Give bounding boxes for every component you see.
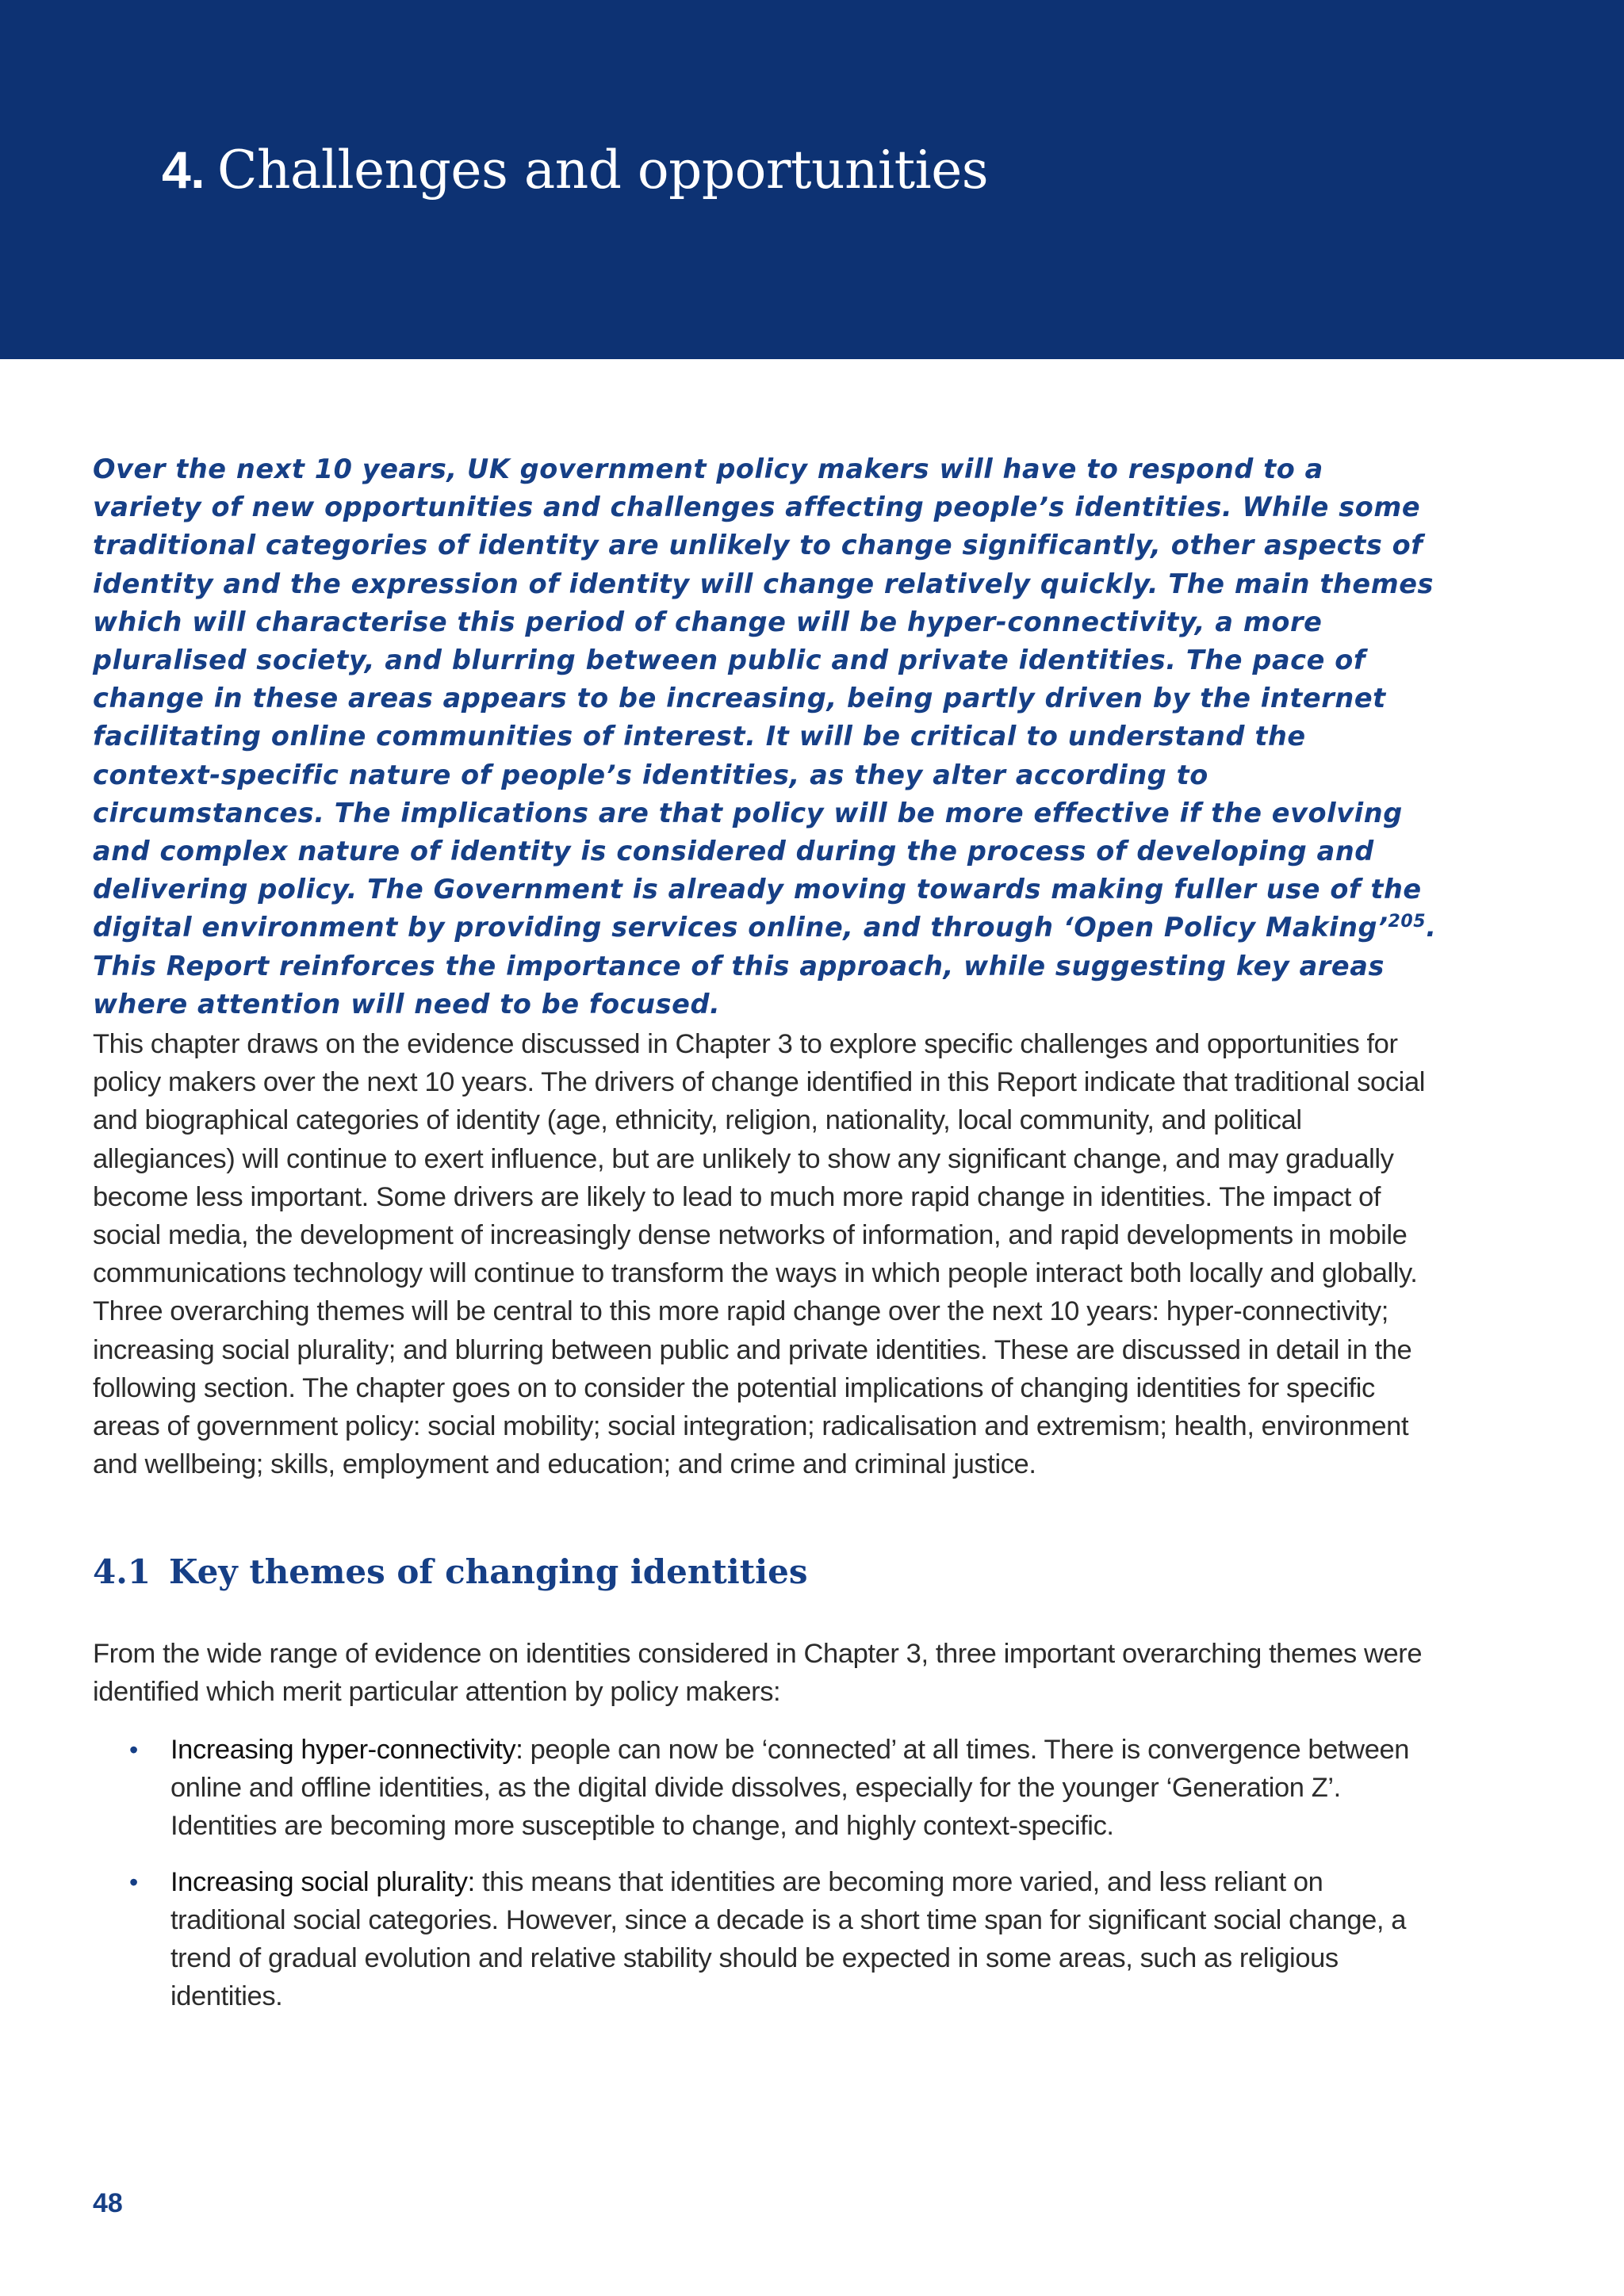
section-lead-in: From the wide range of evidence on identities considered in Chapter 3, three important overarching themes were identified which merit particular attention by policy makers: — [93, 1639, 1423, 1708]
bullet-icon: • — [129, 1867, 138, 1896]
list-item — [93, 1863, 1441, 2016]
chapter-summary-text: Over the next 10 years, UK government policy makers will have to respond to a variety of new opportunities and challenges affecting people’s identities. While some traditional categories of identity are unlikely to change significantly, other aspects of identity and the expression of identity will change relatively quickly. The main themes which will characterise this period of change will be hyper-connectivity, a more pluralised society, and blurring between public and private identities. The pace of change in these areas appears to be increasing, being partly driven by the internet facilitating online communities of interest. It will be critical to understand the context-specific nature of people’s identities, as they alter according to circumstances. The implications are that policy will be more effective if the evolving and complex nature of identity is considered during the process of developing and delivering policy. The Government is already moving towards making fuller use of the digital environment by providing services online, and through ‘Open Policy Making’ — [93, 453, 1434, 943]
list-item-term: Increasing hyper-connectivity: — [170, 1735, 523, 1765]
chapter-summary — [93, 450, 1441, 1024]
bullet-icon: • — [129, 1735, 138, 1764]
chapter-number: 4. — [162, 140, 205, 199]
list-item-text: people can now be ‘connected’ at all times. There is convergence between online and offline identities, as the digital divide dissolves, especially for the younger ‘Generation Z’. Identities are becoming more susceptible to change, and highly context-specific. — [170, 1735, 1410, 1842]
list-item-term: Increasing social plurality: — [170, 1866, 475, 1897]
section-number: 4.1 — [93, 1552, 151, 1591]
footnote-reference[interactable]: 205 — [1388, 912, 1427, 932]
intro-paragraph: This chapter draws on the evidence discussed in Chapter 3 to explore specific challenges and opportunities for policy makers over the next 10 years. The drivers of change identified in this Report indicate that traditional social and biographical categories of identity (age, ethnicity, religion, nationality, local community, and political allegiances) will continue to exert influence, but are unlikely to show any significant change, and may gradually become less important. Some drivers are likely to lead to much more rapid change in identities. The impact of social media, the development of increasingly dense networks of information, and rapid developments in mobile communications technology will continue to transform the ways in which people interact both locally and globally. Three overarching themes will be central to this more rapid change over the next 10 years: hyper-connectivity; increasing social plurality; and blurring between public and private identities. These are discussed in detail in the following section. The chapter goes on to consider the potential implications of changing identities for specific areas of government policy: social mobility; social integration; radicalisation and extremism; health, environment and wellbeing; skills, employment and education; and crime and criminal justice. — [93, 1029, 1425, 1480]
themes-list — [93, 1731, 1441, 2033]
chapter-title-text: Challenges and opportunities — [217, 140, 989, 201]
page-number: 48 — [93, 2188, 123, 2218]
list-item — [93, 1731, 1441, 1846]
chapter-title — [162, 141, 988, 200]
section-title: Key themes of changing identities — [169, 1552, 808, 1591]
list-item-text: this means that identities are becoming more varied, and less reliant on traditional social categories. However, since a decade is a short time span for significant social change, a trend of gradual evolution and relative stability should be expected in some areas, such as religious identities. — [170, 1866, 1407, 2012]
chapter-summary-text-continued: . This Report reinforces the importance of this approach, while suggesting key areas where attention will need to be focused. — [93, 912, 1437, 1020]
section-heading — [93, 1552, 808, 1592]
